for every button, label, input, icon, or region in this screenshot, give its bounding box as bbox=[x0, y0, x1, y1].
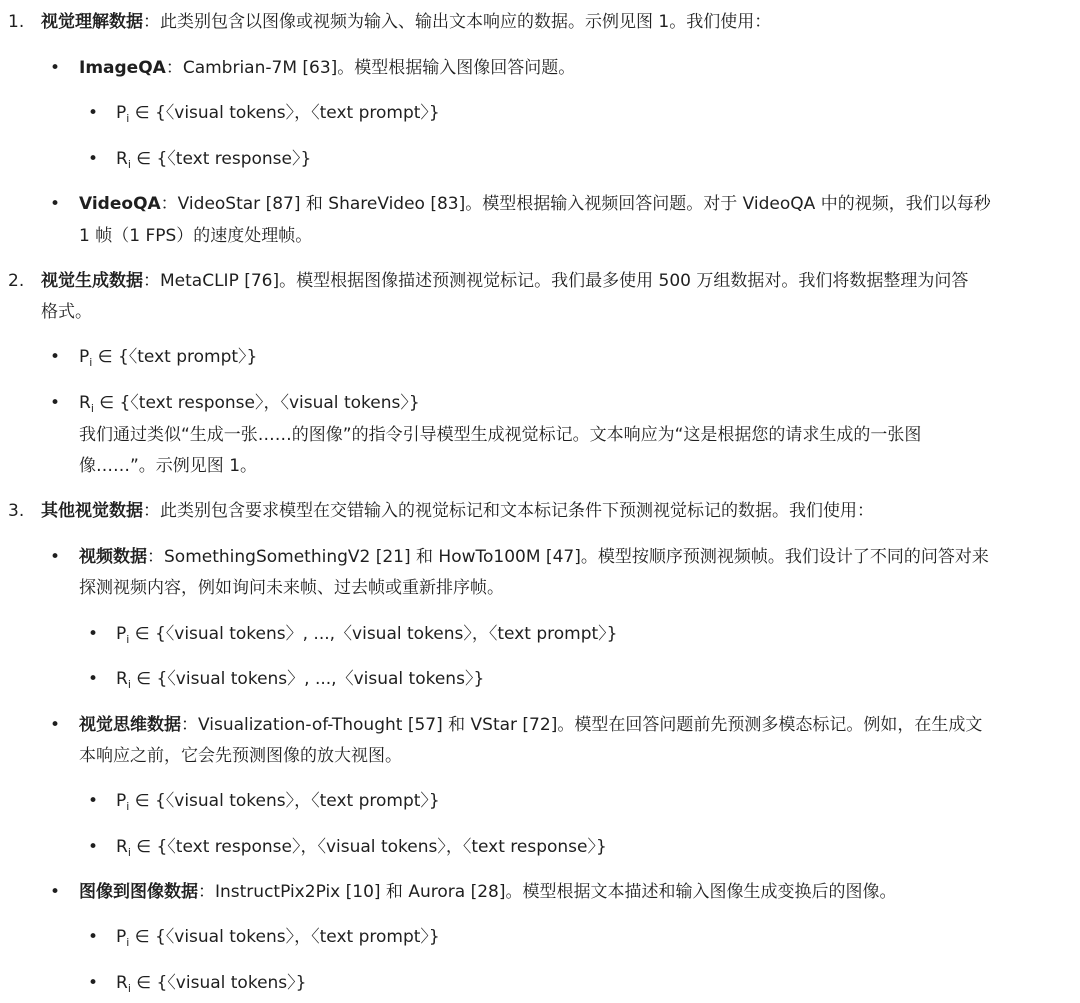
bullet-icon bbox=[50, 878, 60, 906]
subscript-i: i bbox=[126, 800, 130, 813]
item-body: 像……”。示例见图 1。 bbox=[79, 456, 258, 476]
bullet-icon bbox=[50, 54, 60, 82]
formula bbox=[116, 665, 484, 693]
subscript-i: i bbox=[126, 936, 130, 949]
list-item-text bbox=[41, 497, 874, 525]
symbol-p: P bbox=[116, 791, 127, 811]
item-title: VideoQA bbox=[79, 194, 161, 214]
item-body: 本响应之前，它会先预测图像的放大视图。 bbox=[79, 746, 402, 766]
list-item-text bbox=[79, 711, 982, 739]
item-title: 图像到图像数据 bbox=[79, 882, 198, 902]
formula bbox=[116, 787, 440, 815]
list-number: 2. bbox=[8, 271, 25, 291]
formula bbox=[116, 620, 618, 648]
subscript-i: i bbox=[89, 356, 93, 369]
formula-body: ∈ {〈text response〉} bbox=[136, 149, 312, 169]
formula-body: ∈ {〈text response〉，〈visual tokens〉} bbox=[99, 393, 420, 413]
symbol-p: P bbox=[116, 927, 127, 947]
formula bbox=[116, 833, 607, 861]
item-body: ：VideoStar [87] 和 ShareVideo [83]。模型根据输入视频回答问题。对于 VideoQA 中的视频，我们以每秒 bbox=[160, 194, 991, 214]
item-body: 我们通过类似“生成一张……的图像”的指令引导模型生成视觉标记。文本响应为“这是根据您的请求生成的一张图 bbox=[79, 425, 922, 445]
item-body: ：此类别包含以图像或视频为输入、输出文本响应的数据。示例见图 1。我们使用： bbox=[143, 12, 772, 32]
symbol-r: R bbox=[116, 973, 128, 993]
formula bbox=[79, 389, 420, 417]
list-item-text bbox=[41, 8, 771, 36]
bullet-icon bbox=[88, 923, 98, 951]
bullet-icon bbox=[88, 99, 98, 127]
formula-body: ∈ {〈text response〉，〈visual tokens〉，〈text response〉} bbox=[136, 837, 607, 857]
symbol-p: P bbox=[79, 347, 90, 367]
item-body: ：Visualization-of-Thought [57] 和 VStar [72]。模型在回答问题前先预测多模态标记。例如，在生成文 bbox=[181, 715, 983, 735]
item-body: ：MetaCLIP [76]。模型根据图像描述预测视觉标记。我们最多使用 500 万组数据对。我们将数据整理为问答 bbox=[143, 271, 969, 291]
subscript-i: i bbox=[127, 678, 131, 691]
bullet-icon bbox=[88, 620, 98, 648]
item-body: 1 帧（1 FPS）的速度处理帧。 bbox=[79, 226, 313, 246]
item-body: ：Cambrian-7M [63]。模型根据输入图像回答问题。 bbox=[165, 58, 576, 78]
formula-body: ∈ {〈visual tokens〉, ...,〈visual tokens〉，〈text prompt〉} bbox=[134, 624, 618, 644]
item-title: 视频数据 bbox=[79, 547, 147, 567]
symbol-r: R bbox=[79, 393, 91, 413]
list-number: 3. bbox=[8, 501, 25, 521]
symbol-r: R bbox=[116, 669, 128, 689]
item-title: 其他视觉数据 bbox=[41, 501, 143, 521]
subscript-i: i bbox=[126, 112, 130, 125]
bullet-icon bbox=[88, 833, 98, 861]
subscript-i: i bbox=[127, 982, 131, 995]
formula-body: ∈ {〈visual tokens〉, ...,〈visual tokens〉} bbox=[136, 669, 485, 689]
subscript-i: i bbox=[90, 402, 94, 415]
bullet-icon bbox=[88, 787, 98, 815]
bullet-icon bbox=[50, 543, 60, 571]
formula bbox=[116, 99, 440, 127]
formula-body: ∈ {〈visual tokens〉，〈text prompt〉} bbox=[134, 103, 440, 123]
list-number: 1. bbox=[8, 12, 25, 32]
item-body: 探测视频内容，例如询问未来帧、过去帧或重新排序帧。 bbox=[79, 578, 504, 598]
bullet-icon bbox=[50, 190, 60, 218]
bullet-icon bbox=[88, 665, 98, 693]
symbol-r: R bbox=[116, 837, 128, 857]
formula-body: ∈ {〈visual tokens〉，〈text prompt〉} bbox=[134, 791, 440, 811]
symbol-p: P bbox=[116, 624, 127, 644]
formula bbox=[116, 969, 306, 997]
bullet-icon bbox=[50, 711, 60, 739]
item-title: ImageQA bbox=[79, 58, 166, 78]
formula-body: ∈ {〈visual tokens〉，〈text prompt〉} bbox=[134, 927, 440, 947]
formula bbox=[79, 343, 257, 371]
bullet-icon bbox=[50, 343, 60, 371]
subscript-i: i bbox=[127, 846, 131, 859]
symbol-r: R bbox=[116, 149, 128, 169]
symbol-p: P bbox=[116, 103, 127, 123]
item-body: 格式。 bbox=[41, 302, 92, 322]
formula-body: ∈ {〈text prompt〉} bbox=[97, 347, 258, 367]
subscript-i: i bbox=[127, 158, 131, 171]
subscript-i: i bbox=[126, 633, 130, 646]
formula bbox=[116, 145, 311, 173]
item-body: ：SomethingSomethingV2 [21] 和 HowTo100M [47]。模型按顺序预测视频帧。我们设计了不同的问答对来 bbox=[147, 547, 989, 567]
list-item-text bbox=[79, 543, 989, 571]
list-item-text bbox=[41, 267, 968, 295]
item-title: 视觉生成数据 bbox=[41, 271, 143, 291]
item-title: 视觉思维数据 bbox=[79, 715, 181, 735]
item-body: ：此类别包含要求模型在交错输入的视觉标记和文本标记条件下预测视觉标记的数据。我们使用： bbox=[143, 501, 874, 521]
formula bbox=[116, 923, 440, 951]
item-body: ：InstructPix2Pix [10] 和 Aurora [28]。模型根据文本描述和输入图像生成变换后的图像。 bbox=[198, 882, 897, 902]
bullet-icon bbox=[50, 389, 60, 417]
bullet-icon bbox=[88, 969, 98, 997]
formula-body: ∈ {〈visual tokens〉} bbox=[136, 973, 307, 993]
list-item-text bbox=[79, 54, 575, 82]
item-title: 视觉理解数据 bbox=[41, 12, 143, 32]
list-item-text bbox=[79, 190, 991, 218]
list-item-text bbox=[79, 878, 896, 906]
bullet-icon bbox=[88, 145, 98, 173]
